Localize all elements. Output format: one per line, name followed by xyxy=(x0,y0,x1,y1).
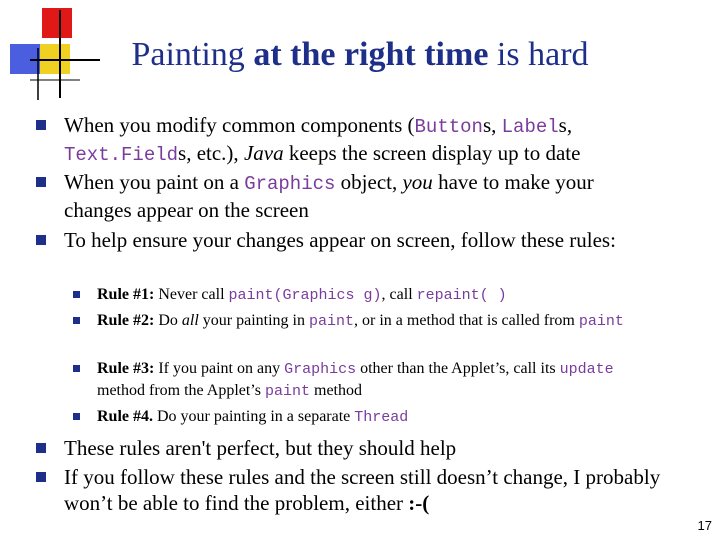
b5-text-1: If you follow these rules and the screen still doesn’t change, I probably won’t be able to find the problem, either xyxy=(64,465,661,515)
bullet-marker xyxy=(36,120,46,130)
title-pre: Painting xyxy=(131,36,254,73)
bullet-marker xyxy=(36,235,46,245)
rule-1 xyxy=(97,284,662,306)
b2-text-3: have to make your changes appear on the screen xyxy=(64,170,594,222)
slide-title xyxy=(0,36,720,74)
b1-code-button: Button xyxy=(414,116,483,138)
r1-code-repaint: repaint( ) xyxy=(416,287,507,304)
r3-text-1: If you paint on any xyxy=(154,360,285,377)
bullet-5 xyxy=(64,464,664,516)
rule-4-label: Rule #4. xyxy=(97,408,153,425)
b2-text-1: When you paint on a xyxy=(64,170,245,194)
b4-text-1: These rules aren't perfect, but they should help xyxy=(64,436,457,460)
sub-bullet-marker xyxy=(73,317,80,324)
bullet-3 xyxy=(64,227,664,253)
sub-bullet-marker xyxy=(73,413,80,420)
b1-text-2: s, xyxy=(482,113,502,137)
sub-bullet-marker xyxy=(73,291,80,298)
b1-text-5: keeps the screen display up to date xyxy=(283,141,581,165)
bullet-marker xyxy=(36,443,46,453)
b2-text-2: object, xyxy=(335,170,403,194)
b3-text-1: To help ensure your changes appear on screen, follow these rules: xyxy=(64,228,616,252)
b1-code-label: Label xyxy=(501,116,559,138)
b1-italic-java: Java xyxy=(243,141,284,165)
rule-2-label: Rule #2: xyxy=(97,312,155,329)
r3-code-update: update xyxy=(559,361,614,378)
r3-text-4: method xyxy=(310,382,362,399)
r2-text-3: , or in a method that is called from xyxy=(354,312,579,329)
b5-emoticon: :-( xyxy=(408,491,430,515)
rule-4 xyxy=(97,406,662,428)
r2-code-paint-2: paint xyxy=(578,313,624,330)
rule-1-label: Rule #1: xyxy=(97,286,155,303)
r3-code-paint: paint xyxy=(264,383,310,400)
bullet-marker xyxy=(36,177,46,187)
bullet-1 xyxy=(64,112,664,168)
title-post: is hard xyxy=(488,36,589,73)
b1-text-3: s, xyxy=(558,113,573,137)
title-bold: at the right time xyxy=(253,36,489,73)
r2-text-2: your painting in xyxy=(198,312,309,329)
b2-italic-you: you xyxy=(402,170,433,194)
r4-code-thread: Thread xyxy=(354,409,409,426)
sub-bullet-marker xyxy=(73,365,80,372)
bullet-4 xyxy=(64,435,664,461)
r1-code-paint: paint(Graphics g) xyxy=(228,287,382,304)
r2-italic-all: all xyxy=(181,312,199,329)
rule-2 xyxy=(97,310,662,332)
r3-code-graphics: Graphics xyxy=(284,361,357,378)
b1-code-textfield: Text.Field xyxy=(64,144,179,166)
r2-text-1: Do xyxy=(154,312,182,329)
bullet-2 xyxy=(64,169,664,223)
r4-text-1: Do your painting in a separate xyxy=(153,408,355,425)
r1-text-1: Never call xyxy=(154,286,229,303)
b2-code-graphics: Graphics xyxy=(244,173,336,195)
rule-3 xyxy=(97,358,662,402)
r2-code-paint-1: paint xyxy=(309,313,355,330)
r3-text-2: other than the Applet’s, call its xyxy=(356,360,560,377)
bullet-marker xyxy=(36,472,46,482)
b1-text-4: s, etc.), xyxy=(178,141,244,165)
b1-text-1: When you modify common components ( xyxy=(64,113,415,137)
r3-text-3: method from the Applet’s xyxy=(97,382,265,399)
slide-number: 17 xyxy=(697,518,712,533)
rule-3-label: Rule #3: xyxy=(97,360,155,377)
r1-text-2: , call xyxy=(381,286,417,303)
